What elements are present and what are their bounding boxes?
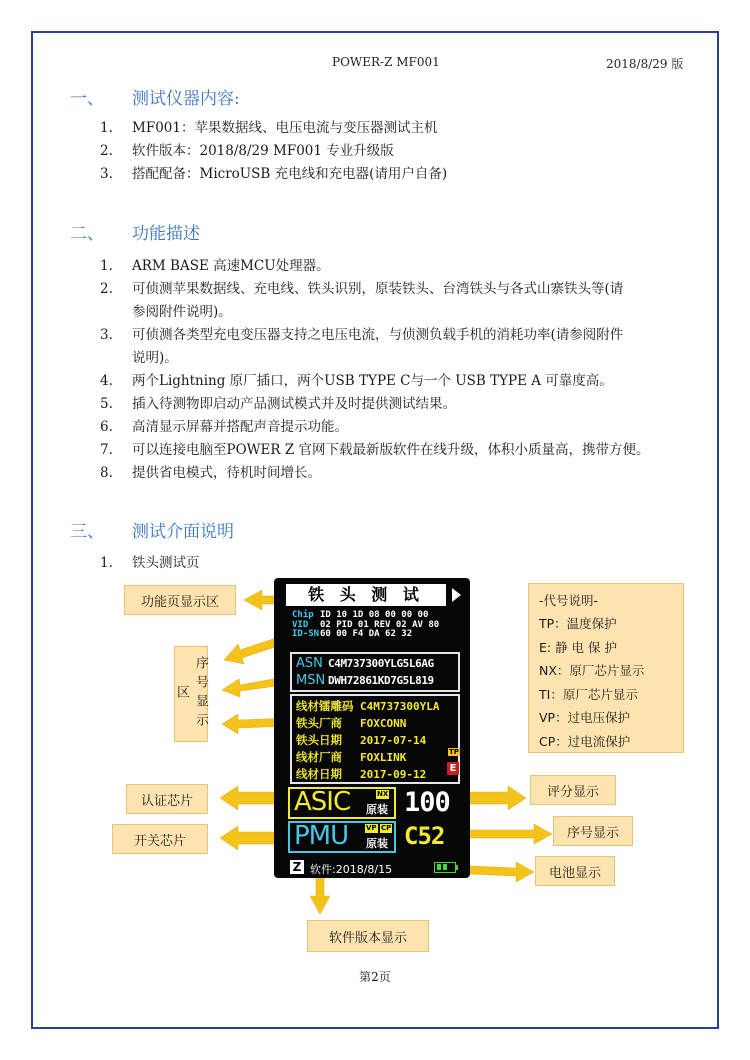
item-text: 高清显示屏幕并搭配声音提示功能。 (132, 419, 348, 435)
info-row (296, 732, 426, 748)
asic-original-label: 原装 (366, 803, 388, 816)
next-page-arrow-icon (452, 588, 461, 602)
header-product: POWER-Z MF001 (332, 55, 440, 69)
arrow-battery (470, 862, 534, 882)
device-screen (274, 578, 470, 878)
callout-sequence-area: 序号显示区 (174, 646, 208, 742)
chip-value: ID 10 1D 08 00 00 00 (320, 610, 429, 620)
screen-title-bar: 铁 头 测 试 (286, 584, 446, 606)
chip-row (292, 630, 456, 640)
chip-label: ID-SN (292, 629, 320, 639)
item-number: 2. (100, 281, 113, 297)
item-text: 铁头测试页 (132, 555, 200, 571)
msn-label: MSN (296, 673, 326, 688)
asic-box (288, 787, 396, 819)
chip-value: 02 PID 01 REV 02 AV 80 (320, 619, 440, 630)
asn-label: ASN (296, 656, 323, 671)
item-text: 搭配配备：MicroUSB 充电线和充电器(请用户自备) (132, 166, 448, 182)
legend-item: NX：原厂芯片显示 (539, 663, 645, 678)
section-1-number: 一、 (70, 89, 104, 109)
item-number: 1. (100, 555, 113, 571)
item-number: 6. (100, 419, 113, 435)
info-value: 2017-07-14 (360, 734, 427, 747)
item-number: 3. (100, 327, 113, 343)
serial-number-box (290, 652, 460, 692)
info-value: C4M737300YLA (360, 700, 440, 713)
item-number: 5. (100, 396, 113, 412)
info-value: FOXLINK (360, 751, 407, 764)
cp-badge: CP (381, 824, 392, 832)
item-text: MF001：苹果数据线、电压电流与变压器测试主机 (132, 120, 438, 136)
e-badge: E (447, 762, 459, 775)
item-number: 4. (100, 373, 113, 389)
item-number: 2. (100, 143, 113, 159)
item-text: 两个Lightning 原厂插口，两个USB TYPE C与一个 USB TYPE A 可靠度高。 (132, 373, 613, 389)
legend-item: TI：原厂芯片显示 (539, 686, 638, 702)
info-row (296, 715, 406, 731)
callout-score: 评分显示 (530, 775, 616, 805)
arrow-serial (466, 824, 552, 844)
tp-badge: TP (449, 748, 459, 756)
info-row (296, 766, 426, 782)
cable-info-box (290, 694, 460, 784)
info-label: 铁头厂商 (296, 716, 342, 730)
callout-battery: 电池显示 (535, 856, 615, 886)
info-row (296, 698, 439, 714)
chip-value: 60 00 F4 DA 62 32 (320, 629, 413, 639)
nx-badge: NX (377, 790, 389, 798)
info-value: FOXCONN (360, 717, 407, 730)
chip-id-block (292, 611, 456, 649)
item-text: 插入待测物即启动产品测试模式并及时提供测试结果。 (132, 396, 456, 412)
item-number: 3. (100, 166, 113, 182)
header-version: 2018/8/29 版 (606, 57, 684, 71)
info-value: 2017-09-12 (360, 768, 427, 781)
legend-item: TP：温度保护 (539, 616, 617, 631)
item-number: 8. (100, 465, 113, 481)
arrow-software (310, 872, 330, 914)
item-text: 软件版本：2018/8/29 MF001 专业升级版 (132, 143, 394, 159)
battery-cell (443, 864, 447, 870)
item-text-continued: 说明)。 (132, 350, 178, 366)
serial-value: C52 (404, 822, 445, 850)
section-2-number: 二、 (70, 224, 104, 244)
info-label: 线材日期 (296, 767, 342, 781)
chip-label: Chip (292, 610, 314, 620)
section-1-heading: 测试仪器内容: (132, 89, 240, 109)
battery-cell (437, 864, 441, 870)
page-number: 第2页 (359, 970, 391, 984)
section-3-number: 三、 (70, 522, 104, 542)
msn-row (296, 673, 434, 688)
screen-status-bar (274, 858, 470, 878)
callout-auth-chip: 认证芯片 (126, 784, 208, 814)
msn-value: DWH72861KD7G5L819 (328, 674, 434, 687)
item-text: 可以连接电脑至POWER Z 官网下载最新版软件在线升级，体积小质量高，携带方便。 (132, 442, 650, 458)
item-number: 1. (100, 120, 113, 136)
item-text-continued: 参阅附件说明)。 (132, 304, 232, 320)
asn-row (296, 656, 434, 671)
item-number: 7. (100, 442, 113, 458)
item-text: 提供省电模式，待机时间增长。 (132, 465, 321, 481)
section-2-heading: 功能描述 (132, 224, 200, 244)
callout-software: 软件版本显示 (307, 920, 429, 952)
section-3-heading: 测试介面说明 (132, 522, 234, 542)
item-text: ARM BASE 高速MCU处理器。 (132, 258, 330, 274)
battery-tip (456, 865, 458, 870)
callout-serial: 序号显示 (553, 816, 633, 846)
software-version: 软件:2018/8/15 (310, 863, 393, 876)
chip-label: VID (292, 619, 309, 630)
pmu-label: PMU (294, 821, 349, 851)
info-label: 线材厂商 (296, 750, 342, 764)
power-z-logo: Z (290, 860, 304, 874)
legend-item: CP：过电流保护 (539, 733, 631, 749)
item-text: 可侦测各类型充电变压器支持之电压电流，与侦测负载手机的消耗功率(请参阅附件 (132, 327, 624, 343)
info-row (296, 749, 406, 765)
code-legend (528, 583, 684, 753)
battery-icon (434, 862, 456, 873)
callout-switch-chip: 开关芯片 (112, 824, 208, 854)
callout-function-area: 功能页显示区 (124, 585, 236, 615)
legend-item: VP：过电压保护 (539, 710, 631, 725)
item-number: 1. (100, 258, 113, 274)
pmu-original-label: 原装 (366, 837, 388, 850)
pmu-box (288, 821, 396, 853)
asn-value: C4M737300YLG5L6AG (328, 657, 434, 670)
info-label: 铁头日期 (296, 733, 342, 747)
item-text: 可侦测苹果数据线、充电线、铁头识别，原装铁头、台湾铁头与各式山寨铁头等(请 (132, 281, 624, 297)
info-label: 线材镭雕码 (296, 699, 354, 713)
legend-title: -代号说明- (539, 593, 599, 608)
asic-label: ASIC (294, 787, 351, 817)
score-value: 100 (404, 787, 450, 818)
legend-item: E: 静 电 保 护 (539, 639, 618, 655)
vp-badge: VP (366, 824, 377, 832)
